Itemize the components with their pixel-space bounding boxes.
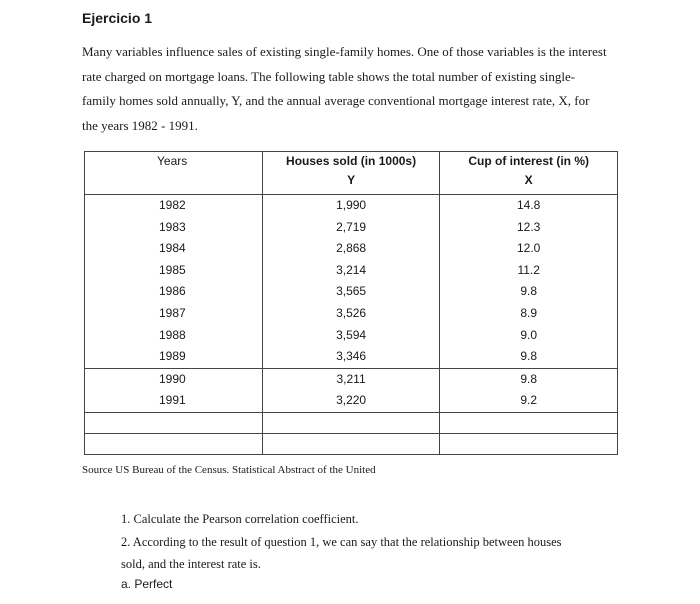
rate-cell: 14.8	[440, 195, 618, 217]
rate-cell: 9.0	[440, 325, 618, 347]
question-2-line-1: 2. According to the result of question 1, we can say that the relationship between houses	[121, 535, 562, 549]
houses-cell: 3,594	[262, 325, 440, 347]
year-cell: 1982	[85, 195, 263, 217]
question-1: 1. Calculate the Pearson correlation coefficient.	[121, 512, 359, 526]
year-cell: 1991	[85, 390, 263, 412]
year-cell: 1985	[85, 260, 263, 282]
table-row	[85, 260, 618, 282]
table-row	[85, 281, 618, 303]
table-row	[85, 325, 618, 347]
rate-cell: 8.9	[440, 303, 618, 325]
years-header: Years	[85, 152, 263, 195]
houses-header	[262, 152, 440, 195]
houses-cell: 3,220	[262, 390, 440, 412]
table-header-row	[85, 152, 618, 195]
paragraph-line: Many variables influence sales of existing single-family homes. One of those variables is the interest	[82, 44, 607, 59]
houses-cell: 2,868	[262, 238, 440, 260]
table-row	[85, 217, 618, 239]
empty-cell	[440, 412, 618, 433]
problem-statement	[82, 40, 627, 138]
questions	[121, 508, 621, 593]
empty-cell	[262, 412, 440, 433]
interest-header	[440, 152, 618, 195]
year-cell: 1986	[85, 281, 263, 303]
table-row	[85, 390, 618, 412]
year-cell: 1990	[85, 368, 263, 390]
houses-header-variable: Y	[347, 173, 356, 187]
empty-cell	[85, 433, 263, 454]
houses-cell: 3,526	[262, 303, 440, 325]
paragraph-line: rate charged on mortgage loans. The following table shows the total number of existing single-	[82, 68, 576, 84]
paragraph-line: family homes sold annually, Y, and the annual average conventional mortgage interest rate, X, for	[82, 93, 590, 108]
houses-cell: 3,346	[262, 346, 440, 368]
empty-cell	[262, 433, 440, 454]
table-body	[85, 195, 618, 455]
year-cell: 1988	[85, 325, 263, 347]
year-cell: 1983	[85, 217, 263, 239]
rate-cell: 9.8	[440, 368, 618, 390]
houses-cell: 1,990	[262, 195, 440, 217]
table-row	[85, 368, 618, 390]
interest-header-variable: X	[524, 173, 533, 187]
rate-cell: 11.2	[440, 260, 618, 282]
houses-cell: 3,214	[262, 260, 440, 282]
houses-cell: 3,211	[262, 368, 440, 390]
source-note: Source US Bureau of the Census. Statistical Abstract of the United	[82, 464, 376, 476]
interest-header-label: Cup of interest (in %)	[468, 154, 590, 168]
empty-cell	[440, 433, 618, 454]
empty-table-row	[85, 412, 618, 433]
houses-cell: 2,719	[262, 217, 440, 239]
table-row	[85, 238, 618, 260]
table-row	[85, 346, 618, 368]
table-row	[85, 195, 618, 217]
rate-cell: 9.8	[440, 346, 618, 368]
rate-cell: 12.0	[440, 238, 618, 260]
year-cell: 1984	[85, 238, 263, 260]
empty-cell	[85, 412, 263, 433]
rate-cell: 9.2	[440, 390, 618, 412]
houses-header-label: Houses sold (in 1000s)	[286, 154, 417, 168]
houses-cell: 3,565	[262, 281, 440, 303]
rate-cell: 9.8	[440, 281, 618, 303]
table-row	[85, 303, 618, 325]
rate-cell: 12.3	[440, 217, 618, 239]
year-cell: 1989	[85, 346, 263, 368]
answer-option-a: a. Perfect	[121, 577, 173, 591]
exercise-title: Ejercicio 1	[82, 10, 153, 26]
empty-table-row	[85, 433, 618, 454]
year-cell: 1987	[85, 303, 263, 325]
question-2-line-2: sold, and the interest rate is.	[121, 557, 261, 571]
paragraph-line: the years 1982 - 1991.	[82, 117, 198, 133]
data-table	[84, 151, 618, 455]
